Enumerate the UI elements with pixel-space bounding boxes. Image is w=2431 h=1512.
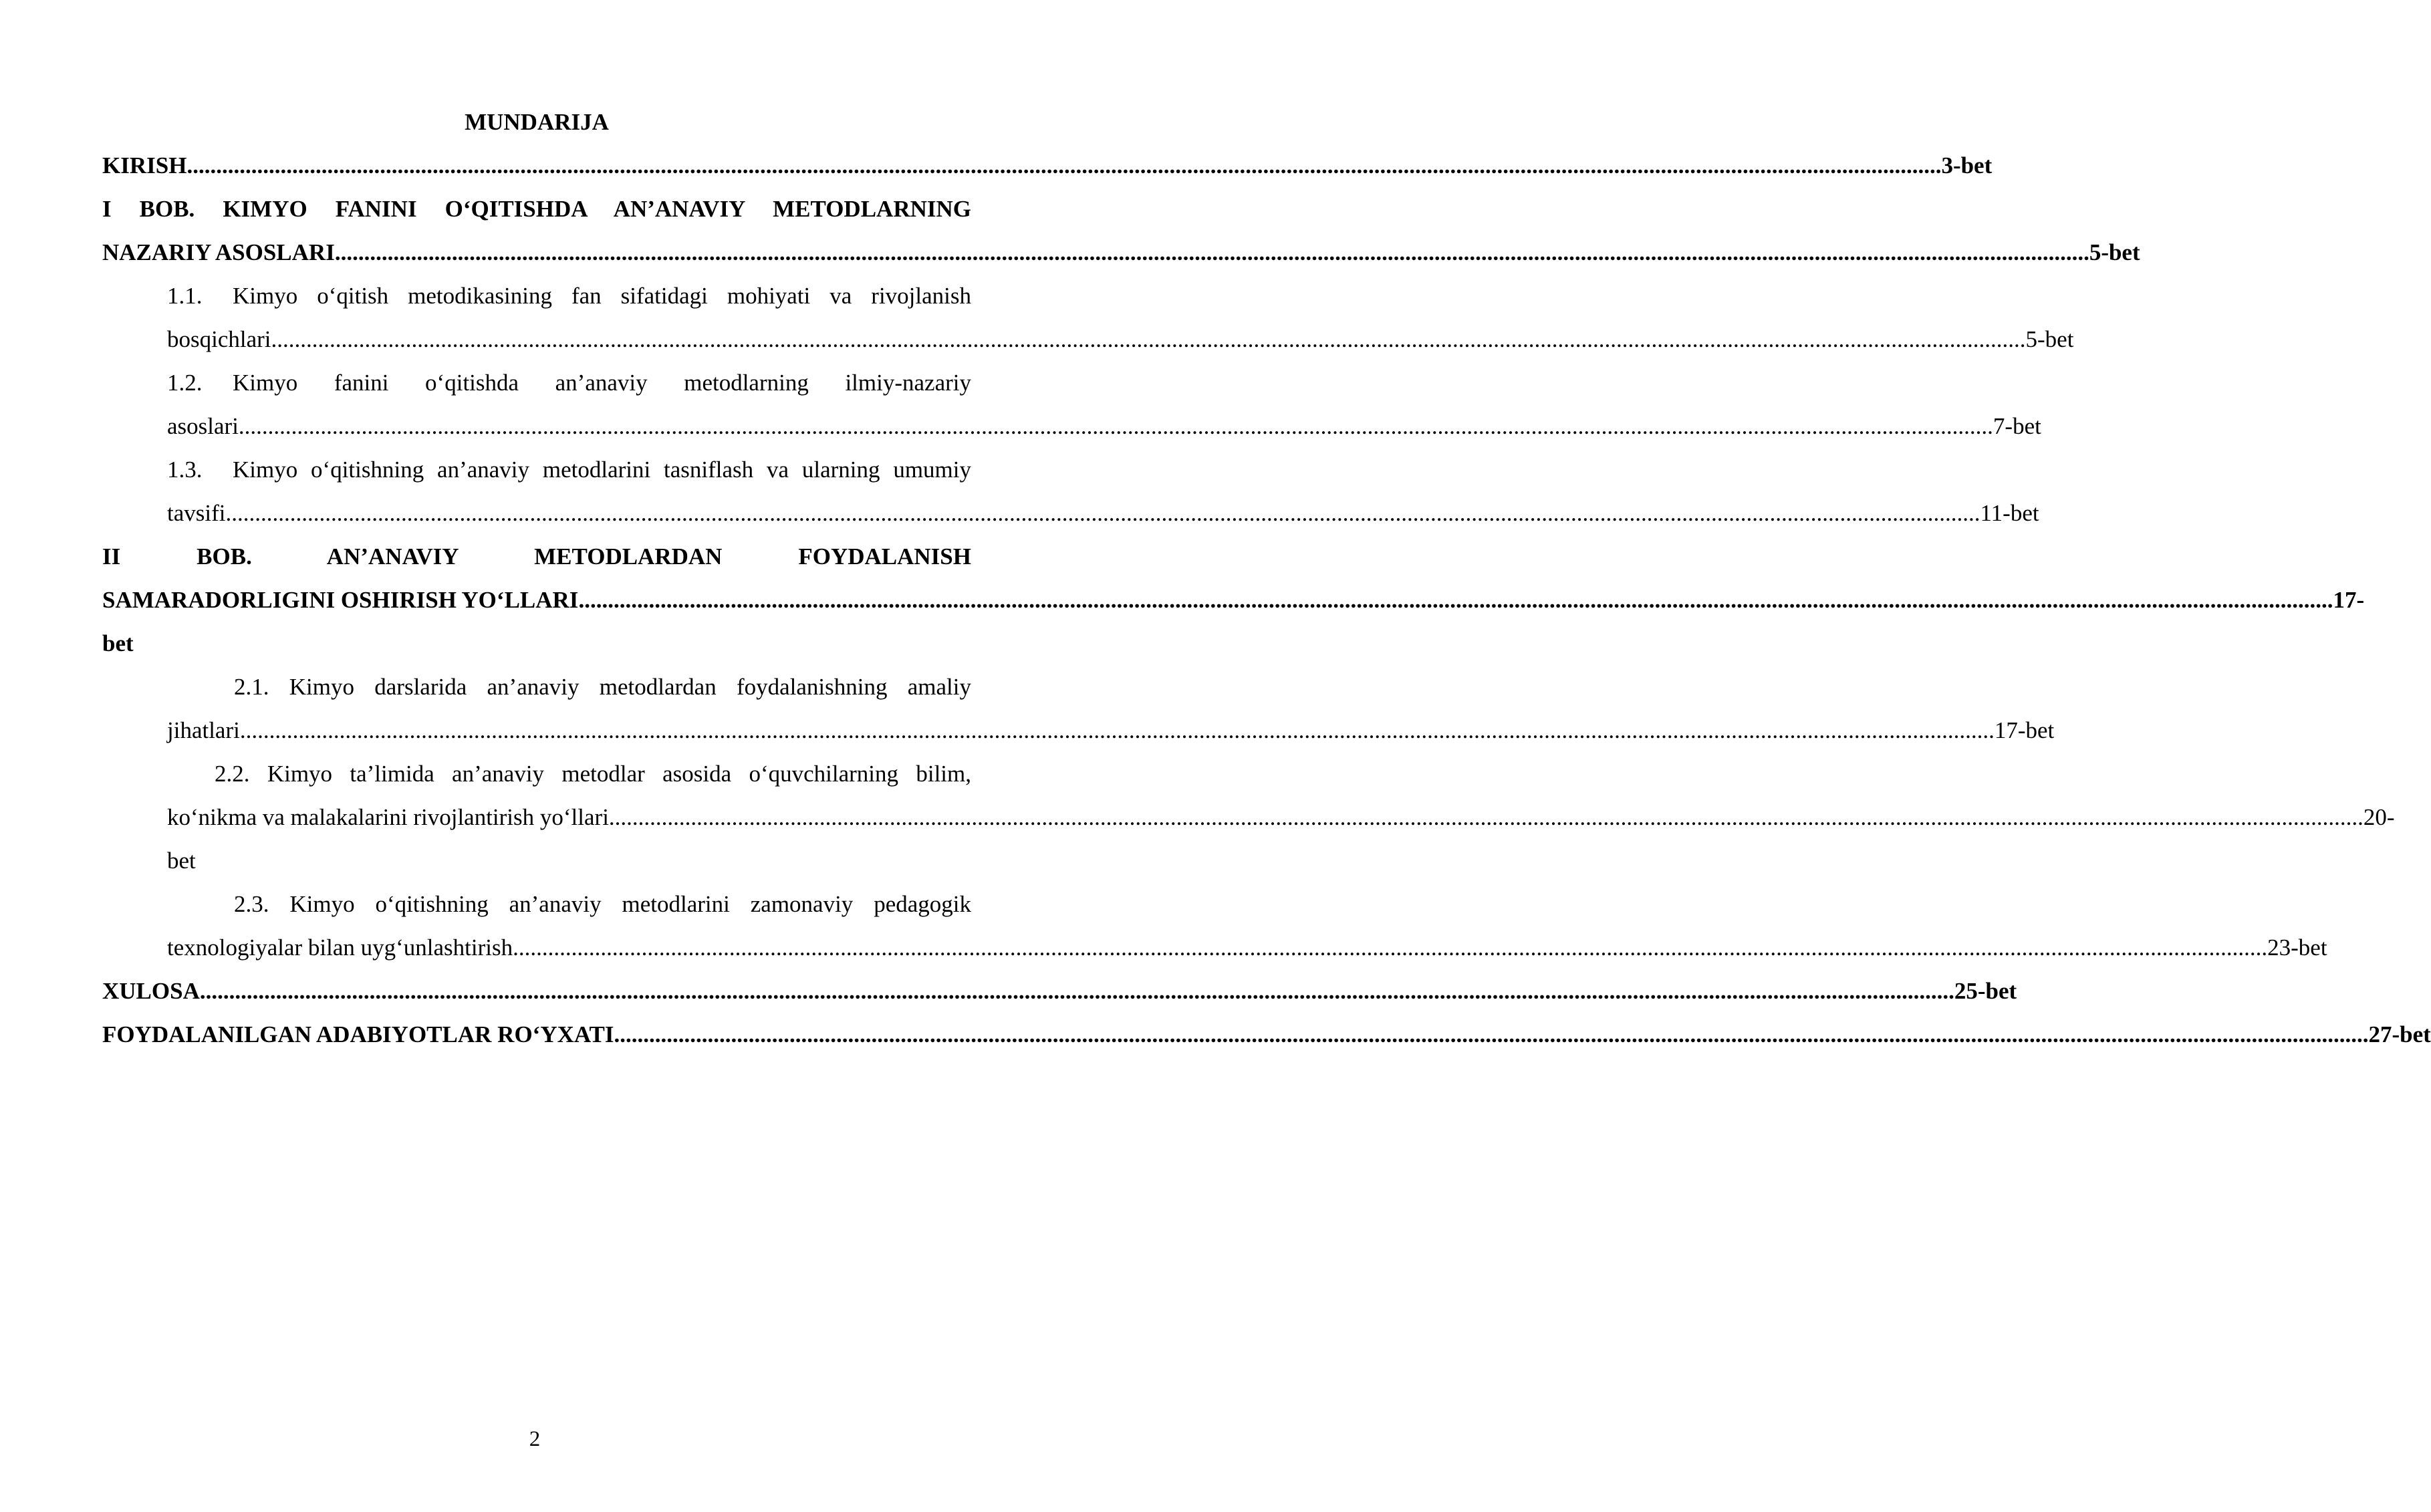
toc-entry-1-1-line1 bbox=[102, 274, 971, 318]
table-of-contents bbox=[102, 100, 2431, 1056]
dot-leader: ............................................................................................................................................................................................................................................................................................................ bbox=[225, 500, 1980, 526]
entry-page: 20- bbox=[2363, 804, 2395, 830]
entry-label: Kimyo o‘qitish metodikasining fan sifatidagi mohiyati va rivojlanish bbox=[233, 283, 971, 309]
toc-entry-1-1-line2 bbox=[102, 318, 2074, 361]
toc-entry-xulosa bbox=[102, 969, 2017, 1013]
section-number: 1.1. bbox=[167, 283, 203, 309]
toc-entry-2-2-line2 bbox=[102, 795, 2395, 839]
toc-entry-2-3-line1: 2.3. Kimyo o‘qitishning an’anaviy metodlarini zamonaviy pedagogik bbox=[234, 891, 971, 917]
entry-page: 5-bet bbox=[2025, 326, 2074, 352]
entry-label: FOYDALANILGAN ADABIYOTLAR RO‘YXATI bbox=[102, 1021, 614, 1047]
toc-entry-bob2-line3: bet bbox=[102, 630, 134, 656]
toc-entry-2-1-line2 bbox=[102, 709, 2055, 752]
entry-label: jihatlari bbox=[167, 717, 240, 743]
entry-label: texnologiyalar bilan uyg‘unlashtirish bbox=[167, 934, 513, 961]
toc-entry-adabiyotlar bbox=[102, 1013, 2431, 1056]
entry-label: asoslari bbox=[167, 413, 239, 439]
toc-entry-1-2-line1 bbox=[102, 361, 971, 404]
entry-page: 17-bet bbox=[1994, 717, 2055, 743]
entry-page: 25-bet bbox=[1954, 978, 2017, 1004]
entry-page: 3-bet bbox=[1941, 152, 1993, 178]
entry-label: XULOSA bbox=[102, 978, 200, 1004]
dot-leader: ............................................................................................................................................................................................................................................................................................................ bbox=[238, 413, 1993, 439]
entry-page: 11-bet bbox=[1980, 500, 2039, 526]
toc-entry-1-2-line2 bbox=[102, 404, 2041, 448]
toc-entry-2-2-line1: 2.2. Kimyo ta’limida an’anaviy metodlar asosida o‘quvchilarning bilim, bbox=[215, 761, 971, 787]
toc-entry-2-2-line3: bet bbox=[167, 848, 196, 874]
entry-page: 17- bbox=[2333, 587, 2365, 613]
toc-entry-bob2-line2 bbox=[102, 578, 2365, 622]
dot-leader: ............................................................................................................................................................................................................................................................................................................ bbox=[199, 978, 1954, 1004]
entry-label: ko‘nikma va malakalarini rivojlantirish yo‘llari bbox=[167, 804, 609, 830]
toc-title: MUNDARIJA bbox=[465, 109, 609, 135]
entry-label: SAMARADORLIGINI OSHIRISH YO‘LLARI bbox=[102, 587, 579, 613]
toc-entry-bob2-line1: II BOB. AN’ANAVIY METODLARDAN FOYDALANISH bbox=[102, 543, 971, 570]
dot-leader: ............................................................................................................................................................................................................................................................................................................ bbox=[513, 934, 2268, 961]
dot-leader: ............................................................................................................................................................................................................................................................................................................ bbox=[186, 152, 1942, 178]
entry-label: Kimyo o‘qitishning an’anaviy metodlarini tasniflash va ularning umumiy bbox=[233, 457, 971, 483]
dot-leader: ............................................................................................................................................................................................................................................................................................................ bbox=[614, 1021, 2369, 1047]
toc-entry-2-3-line2 bbox=[102, 926, 2327, 969]
entry-label: KIRISH bbox=[102, 152, 187, 178]
toc-entry-2-1-line1: 2.1. Kimyo darslarida an’anaviy metodlardan foydalanishning amaliy bbox=[234, 674, 971, 700]
dot-leader: ............................................................................................................................................................................................................................................................................................................ bbox=[271, 326, 2026, 352]
page-number: 2 bbox=[529, 1427, 541, 1451]
toc-entry-1-3-line1 bbox=[102, 448, 971, 491]
dot-leader: ............................................................................................................................................................................................................................................................................................................ bbox=[578, 587, 2333, 613]
entry-page: 27-bet bbox=[2368, 1021, 2431, 1047]
section-number: 1.2. bbox=[167, 370, 203, 396]
toc-entry-bob1-line2 bbox=[102, 231, 2140, 274]
entry-page: 23-bet bbox=[2267, 934, 2327, 961]
entry-label: tavsifi bbox=[167, 500, 226, 526]
toc-entry-1-3-line2 bbox=[102, 491, 2039, 535]
dot-leader: ............................................................................................................................................................................................................................................................................................................ bbox=[239, 717, 1995, 743]
dot-leader: ............................................................................................................................................................................................................................................................................................................ bbox=[334, 239, 2089, 265]
section-number: 1.3. bbox=[167, 457, 203, 483]
dot-leader: ............................................................................................................................................................................................................................................................................................................ bbox=[608, 804, 2363, 830]
toc-entry-kirish bbox=[102, 144, 1993, 187]
toc-entry-bob1-line1: I BOB. KIMYO FANINI O‘QITISHDA AN’ANAVIY METODLARNING bbox=[102, 196, 971, 222]
entry-page: 5-bet bbox=[2089, 239, 2140, 265]
entry-label: NAZARIY ASOSLARI bbox=[102, 239, 335, 265]
entry-label: Kimyo fanini o‘qitishda an’anaviy metodlarning ilmiy-nazariy bbox=[233, 370, 971, 396]
entry-page: 7-bet bbox=[1993, 413, 2041, 439]
entry-label: bosqichlari bbox=[167, 326, 271, 352]
